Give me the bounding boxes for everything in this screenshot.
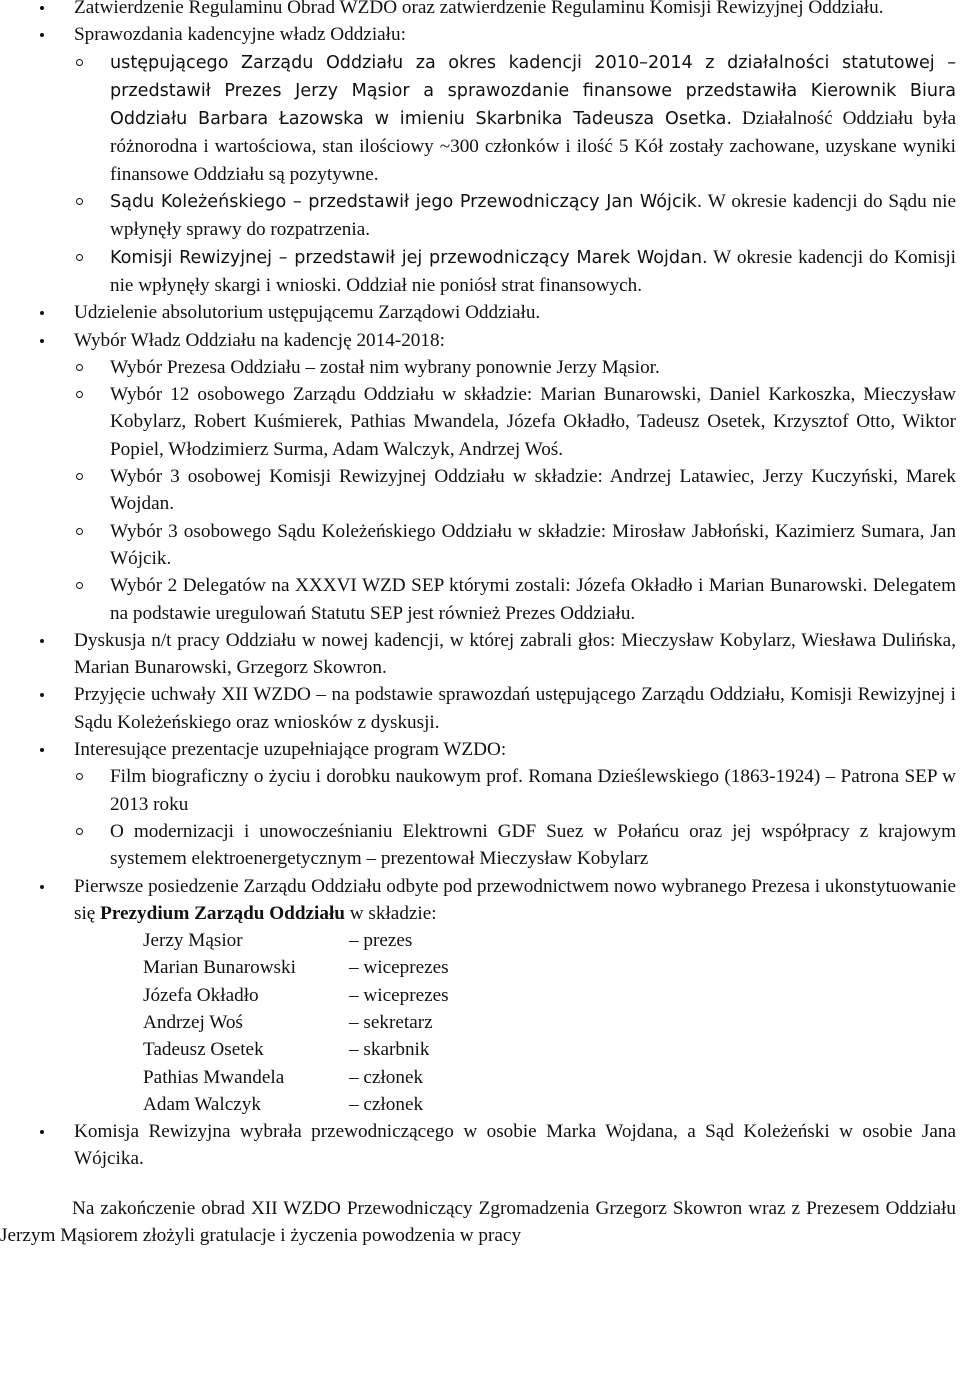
- list-item: [0, 1118, 960, 1173]
- circle-bullet-icon: [76, 364, 83, 371]
- member-role: – wiceprezes: [349, 984, 449, 1006]
- bullet-icon: [40, 6, 44, 10]
- item-text: Pierwsze posiedzenie Zarządu Oddziału odbyte pod przewodnictwem nowo wybranego Prezesa i ukonstytuowanie się: [74, 875, 956, 924]
- member-role: – skarbnik: [349, 1039, 430, 1061]
- item-text: ustępującego Zarządu Oddziału za okres kadencji 2010–2014 z działalności statutowej – przedstawił Prezes Jerzy Mąsior a sprawozdanie finansowe przedstawiła Kierownik Biura Oddziału Barbara Łazowska w imieniu Skarbnika Tadeusza Osetka.: [110, 52, 956, 130]
- item-text: Wybór 3 osobowego Sądu Koleżeńskiego Oddziału w składzie: Mirosław Jabłoński, Kazimierz Sumara, Jan Wójcik.: [110, 520, 956, 569]
- sub-list-item: [0, 818, 960, 873]
- sub-list-item: [0, 354, 960, 381]
- item-text: Komisji Rewizyjnej – przedstawił jej przewodniczący Marek Wojdan.: [110, 247, 708, 268]
- member-name: Marian Bunarowski: [143, 957, 296, 979]
- item-text: W okresie kadencji do Sądu nie wpłynęły sprawy do rozpatrzenia.: [110, 191, 956, 241]
- circle-bullet-icon: [76, 773, 83, 780]
- list-item: [0, 681, 960, 736]
- sub-list-item: [0, 188, 960, 244]
- item-text: Zatwierdzenie Regulaminu Obrad WZDO oraz zatwierdzenie Regulaminu Komisji Rewizyjnej Oddziału.: [74, 0, 884, 18]
- sub-list-item: [0, 49, 960, 188]
- circle-bullet-icon: [76, 198, 83, 205]
- item-text: Udzielenie absolutorium ustępującemu Zarządowi Oddziału.: [74, 302, 541, 324]
- item-text: Wybór Władz Oddziału na kadencję 2014-2018:: [74, 329, 445, 351]
- list-item: [0, 299, 960, 326]
- closing-paragraph: [0, 1195, 960, 1250]
- item-text: Działalność Oddziału była różnorodna i wartościowa, stan ilościowy ~300 członków i ilość 5 Kół zostały zachowane, uzyskane wyniki finansowe Oddziału są pozytywne.: [110, 108, 957, 185]
- item-text: Wybór 2 Delegatów na XXXVI WZD SEP którymi zostali: Józefa Okładło i Marian Bunarowski. Delegatem na podstawie uregulowań Statutu SEP jest również Prezes Oddziału.: [110, 575, 956, 624]
- sub-list-item: [0, 518, 960, 573]
- bullet-icon: [40, 885, 44, 889]
- circle-bullet-icon: [76, 528, 83, 535]
- member-role: – członek: [349, 1066, 424, 1088]
- presidium-row: [143, 1091, 960, 1118]
- bullet-icon: [40, 639, 44, 643]
- list-item: [0, 21, 960, 48]
- member-name: Pathias Mwandela: [143, 1066, 285, 1088]
- bullet-icon: [40, 1130, 44, 1134]
- sub-list-item: [0, 244, 960, 300]
- item-text: Komisja Rewizyjna wybrała przewodniczącego w osobie Marka Wojdana, a Sąd Koleżeński w osobie Jana Wójcika.: [74, 1121, 956, 1170]
- presidium-row: [143, 1064, 960, 1091]
- circle-bullet-icon: [76, 59, 83, 66]
- item-text: Sprawozdania kadencyjne władz Oddziału:: [74, 24, 406, 46]
- list-item: [0, 873, 960, 928]
- member-role: – sekretarz: [349, 1011, 433, 1033]
- list-item: [0, 627, 960, 682]
- sub-list-item: [0, 381, 960, 463]
- presidium-row: [143, 1009, 960, 1036]
- closing-text: Na zakończenie obrad XII WZDO Przewodniczący Zgromadzenia Grzegorz Skowron wraz z Prezesem Oddziału Jerzym Mąsiorem złożyli gratulacje i życzenia powodzenia w pracy: [0, 1197, 956, 1247]
- member-name: Adam Walczyk: [143, 1093, 261, 1115]
- item-text: Wybór 12 osobowego Zarządu Oddziału w składzie: Marian Bunarowski, Daniel Karkoszka, Mieczysław Kobylarz, Robert Kuśmierek, Pathias Mwandela, Józefa Okładło, Tadeusz Osetek, Krzysztof Otto, Wiktor Popiel, Włodzimierz Surma, Adam Walczyk, Andrzej Woś.: [110, 384, 956, 460]
- presidium-row: [143, 982, 960, 1009]
- circle-bullet-icon: [76, 391, 83, 398]
- paragraph-gap: [0, 1173, 960, 1195]
- item-text: Dyskusja n/t pracy Oddziału w nowej kadencji, w której zabrali głos: Mieczysław Kobylarz, Wiesława Dulińska, Marian Bunarowski, Grzegorz Skowron.: [74, 629, 956, 679]
- item-text: w składzie:: [349, 902, 437, 924]
- item-text: Film biograficzny o życiu i dorobku naukowym prof. Romana Dzieślewskiego (1863-1924) – Patrona SEP w 2013 roku: [110, 766, 956, 815]
- item-text: O modernizacji i unowocześnianiu Elektrowni GDF Suez w Połańcu oraz jej współpracy z krajowym systemem elektroenergetycznym – prezentował Mieczysław Kobylarz: [110, 820, 956, 870]
- bullet-icon: [40, 693, 44, 697]
- item-text: Interesujące prezentacje uzupełniające program WZDO:: [74, 739, 507, 761]
- item-text: Sądu Koleżeńskiego – przedstawił jego Przewodniczący Jan Wójcik.: [110, 192, 703, 213]
- member-name: Józefa Okładło: [143, 984, 259, 1006]
- list-item: [0, 0, 960, 21]
- presidium-row: [143, 954, 960, 981]
- member-role: – prezes: [349, 930, 413, 952]
- circle-bullet-icon: [76, 254, 83, 261]
- presidium-table: [0, 927, 960, 1118]
- item-text: Przyjęcie uchwały XII WZDO – na podstawie sprawozdań ustępującego Zarządu Oddziału, Komisji Rewizyjnej i Sądu Koleżeńskiego oraz wniosków z dyskusji.: [74, 684, 956, 733]
- sub-list-item: [0, 763, 960, 818]
- circle-bullet-icon: [76, 473, 83, 480]
- item-text: Wybór Prezesa Oddziału – został nim wybrany ponownie Jerzy Mąsior.: [110, 356, 660, 378]
- member-role: – członek: [349, 1093, 424, 1115]
- item-text: W okresie kadencji do Komisji nie wpłynęły skargi i wnioski. Oddział nie poniósł strat finansowych.: [110, 246, 956, 296]
- circle-bullet-icon: [76, 582, 83, 589]
- presidium-heading: Prezydium Zarządu Oddziału: [100, 902, 345, 924]
- presidium-row: [143, 927, 960, 954]
- item-text: Wybór 3 osobowej Komisji Rewizyjnej Oddziału w składzie: Andrzej Latawiec, Jerzy Kuczyński, Marek Wojdan.: [110, 466, 956, 515]
- member-name: Jerzy Mąsior: [143, 930, 243, 952]
- member-name: Andrzej Woś: [143, 1011, 243, 1033]
- member-role: – wiceprezes: [349, 957, 449, 979]
- bullet-icon: [40, 33, 44, 37]
- sub-list-item: [0, 463, 960, 518]
- circle-bullet-icon: [76, 828, 83, 835]
- list-item: [0, 736, 960, 763]
- sub-list-item: [0, 572, 960, 627]
- bullet-icon: [40, 748, 44, 752]
- list-item: [0, 327, 960, 354]
- presidium-row: [143, 1036, 960, 1063]
- bullet-icon: [40, 339, 44, 343]
- bullet-icon: [40, 311, 44, 315]
- member-name: Tadeusz Osetek: [143, 1039, 264, 1061]
